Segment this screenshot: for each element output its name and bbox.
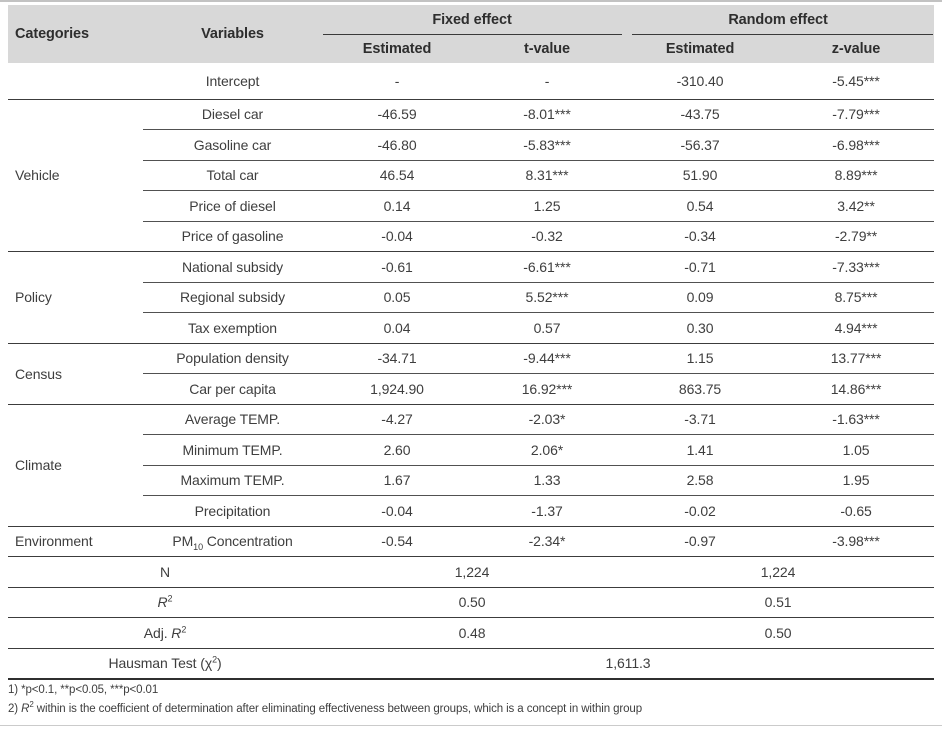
category-cell-census: Census [8,343,143,404]
summary-r-squared-row [8,587,934,618]
random-z-value-cell: 1.05 [778,435,934,466]
footnote2-start: 2) [8,703,22,715]
header-fixed-effect: Fixed effect [322,5,622,35]
random-z-value-cell: 3.42** [778,191,934,222]
variable-cell [143,526,322,557]
variable-cell: Minimum TEMP. [143,435,322,466]
summary-random-value: 1,224 [622,557,934,588]
fixed-estimated-cell: -46.59 [322,99,472,130]
chi-superscript: 2 [212,654,217,665]
summary-label: N [8,557,322,588]
random-z-value-cell: 1.95 [778,465,934,496]
fixed-t-value-cell: 8.31*** [472,160,622,191]
random-estimated-cell: -310.40 [622,63,778,99]
variable-cell: Tax exemption [143,313,322,344]
fixed-estimated-cell: 1,924.90 [322,374,472,405]
summary-random-value: 0.51 [622,587,934,618]
table-row [8,343,934,374]
footnote2-text: within is the coefficient of determination after eliminating effectiveness between groups, which is a concept in within group [33,703,643,715]
summary-fixed-value: 0.48 [322,618,622,649]
table-row [8,221,934,252]
fixed-estimated-cell: -0.54 [322,526,472,557]
variable-cell: Diesel car [143,99,322,130]
adj-prefix: Adj. [143,624,172,641]
random-z-value-cell: -7.79*** [778,99,934,130]
random-estimated-cell: -0.97 [622,526,778,557]
random-estimated-cell: -0.34 [622,221,778,252]
random-z-value-cell: -0.65 [778,496,934,527]
random-estimated-cell: 1.41 [622,435,778,466]
footnote-significance: 1) *p<0.1, **p<0.05, ***p<0.01 [8,684,159,696]
random-z-value-cell: 14.86*** [778,374,934,405]
variable-cell: Precipitation [143,496,322,527]
top-divider [0,0,942,2]
r-symbol: R [21,703,30,715]
random-z-value-cell: -1.63*** [778,404,934,435]
variable-cell: Population density [143,343,322,374]
header-random-estimated: Estimated [622,35,778,63]
category-cell-policy: Policy [8,252,143,344]
summary-adj-r-squared-row [8,618,934,649]
fixed-estimated-cell: -0.04 [322,221,472,252]
fixed-t-value-cell: 0.57 [472,313,622,344]
pm-label: PM [172,533,194,550]
hausman-label: Hausman Test (χ [108,655,213,671]
variable-cell: Gasoline car [143,130,322,161]
random-estimated-cell: -0.02 [622,496,778,527]
fixed-estimated-cell: 0.14 [322,191,472,222]
fixed-estimated-cell: -34.71 [322,343,472,374]
summary-fixed-value: 0.50 [322,587,622,618]
r-superscript: 2 [29,700,34,710]
category-cell-climate: Climate [8,404,143,526]
table-row [8,191,934,222]
r-superscript: 2 [181,624,187,635]
fixed-t-value-cell: - [472,63,622,99]
fixed-estimated-cell: 2.60 [322,435,472,466]
fixed-t-value-cell: -2.34* [472,526,622,557]
table-footnotes [8,681,642,719]
fixed-t-value-cell: -0.32 [472,221,622,252]
table-row [8,99,934,130]
header-random-effect: Random effect [622,5,934,35]
hausman-value: 1,611.3 [322,648,934,679]
fixed-estimated-cell: -4.27 [322,404,472,435]
table-row [8,496,934,527]
bottom-divider [0,725,942,726]
variable-cell: Car per capita [143,374,322,405]
variable-cell: Maximum TEMP. [143,465,322,496]
pm-label-rest: Concentration [202,533,293,550]
table-row [8,63,934,99]
r-symbol: R [157,594,168,611]
header-random-z-value: z-value [778,35,934,63]
fixed-estimated-cell: - [322,63,472,99]
random-z-value-cell: -7.33*** [778,252,934,283]
fixed-estimated-cell: 1.67 [322,465,472,496]
table-row [8,526,934,557]
random-estimated-cell: -3.71 [622,404,778,435]
random-estimated-cell: 0.30 [622,313,778,344]
fixed-t-value-cell: -2.03* [472,404,622,435]
fixed-t-value-cell: -8.01*** [472,99,622,130]
table-row [8,130,934,161]
table-row [8,465,934,496]
random-z-value-cell: -3.98*** [778,526,934,557]
fixed-t-value-cell: 16.92*** [472,374,622,405]
r-symbol: R [171,624,182,641]
category-cell [8,63,143,99]
summary-fixed-value: 1,224 [322,557,622,588]
fixed-estimated-cell: -0.61 [322,252,472,283]
variable-cell: Regional subsidy [143,282,322,313]
fixed-t-value-cell: -5.83*** [472,130,622,161]
fixed-estimated-cell: -46.80 [322,130,472,161]
category-cell-vehicle: Vehicle [8,99,143,252]
table-row [8,404,934,435]
variable-cell: Total car [143,160,322,191]
variable-cell: Intercept [143,63,322,99]
fixed-estimated-cell: -0.04 [322,496,472,527]
table-row [8,313,934,344]
fixed-estimated-cell: 46.54 [322,160,472,191]
variable-cell: Price of gasoline [143,221,322,252]
random-z-value-cell: 8.89*** [778,160,934,191]
random-estimated-cell: 0.09 [622,282,778,313]
table-row [8,160,934,191]
pm-subscript: 10 [193,542,203,553]
r-superscript: 2 [167,593,173,604]
header-fixed-t-value: t-value [472,35,622,63]
random-estimated-cell: -56.37 [622,130,778,161]
random-z-value-cell: 13.77*** [778,343,934,374]
fixed-t-value-cell: -6.61*** [472,252,622,283]
regression-results-table [8,5,934,680]
fixed-t-value-cell: -9.44*** [472,343,622,374]
random-z-value-cell: -6.98*** [778,130,934,161]
summary-label [8,618,322,649]
header-fixed-estimated: Estimated [322,35,472,63]
fixed-estimated-cell: 0.04 [322,313,472,344]
header-categories: Categories [8,5,143,63]
hausman-label-end: ) [216,655,222,671]
fixed-t-value-cell: 5.52*** [472,282,622,313]
random-estimated-cell: 1.15 [622,343,778,374]
variable-cell: Price of diesel [143,191,322,222]
random-estimated-cell: -43.75 [622,99,778,130]
fixed-t-value-cell: 1.33 [472,465,622,496]
table-row [8,435,934,466]
random-estimated-cell: 0.54 [622,191,778,222]
random-z-value-cell: -5.45*** [778,63,934,99]
footnote-r-squared [8,700,642,719]
table-row [8,282,934,313]
fixed-t-value-cell: 2.06* [472,435,622,466]
table-row [8,252,934,283]
random-estimated-cell: -0.71 [622,252,778,283]
random-z-value-cell: 4.94*** [778,313,934,344]
summary-hausman-row [8,648,934,679]
fixed-t-value-cell: -1.37 [472,496,622,527]
summary-label [8,587,322,618]
random-z-value-cell: 8.75*** [778,282,934,313]
random-estimated-cell: 2.58 [622,465,778,496]
variable-cell: National subsidy [143,252,322,283]
random-z-value-cell: -2.79** [778,221,934,252]
table-header [8,5,934,63]
summary-label [8,648,322,679]
table-row [8,374,934,405]
random-estimated-cell: 51.90 [622,160,778,191]
variable-cell: Average TEMP. [143,404,322,435]
category-cell-environment: Environment [8,526,143,557]
header-variables: Variables [143,5,322,63]
summary-random-value: 0.50 [622,618,934,649]
random-estimated-cell: 863.75 [622,374,778,405]
fixed-t-value-cell: 1.25 [472,191,622,222]
fixed-estimated-cell: 0.05 [322,282,472,313]
summary-n-row [8,557,934,588]
